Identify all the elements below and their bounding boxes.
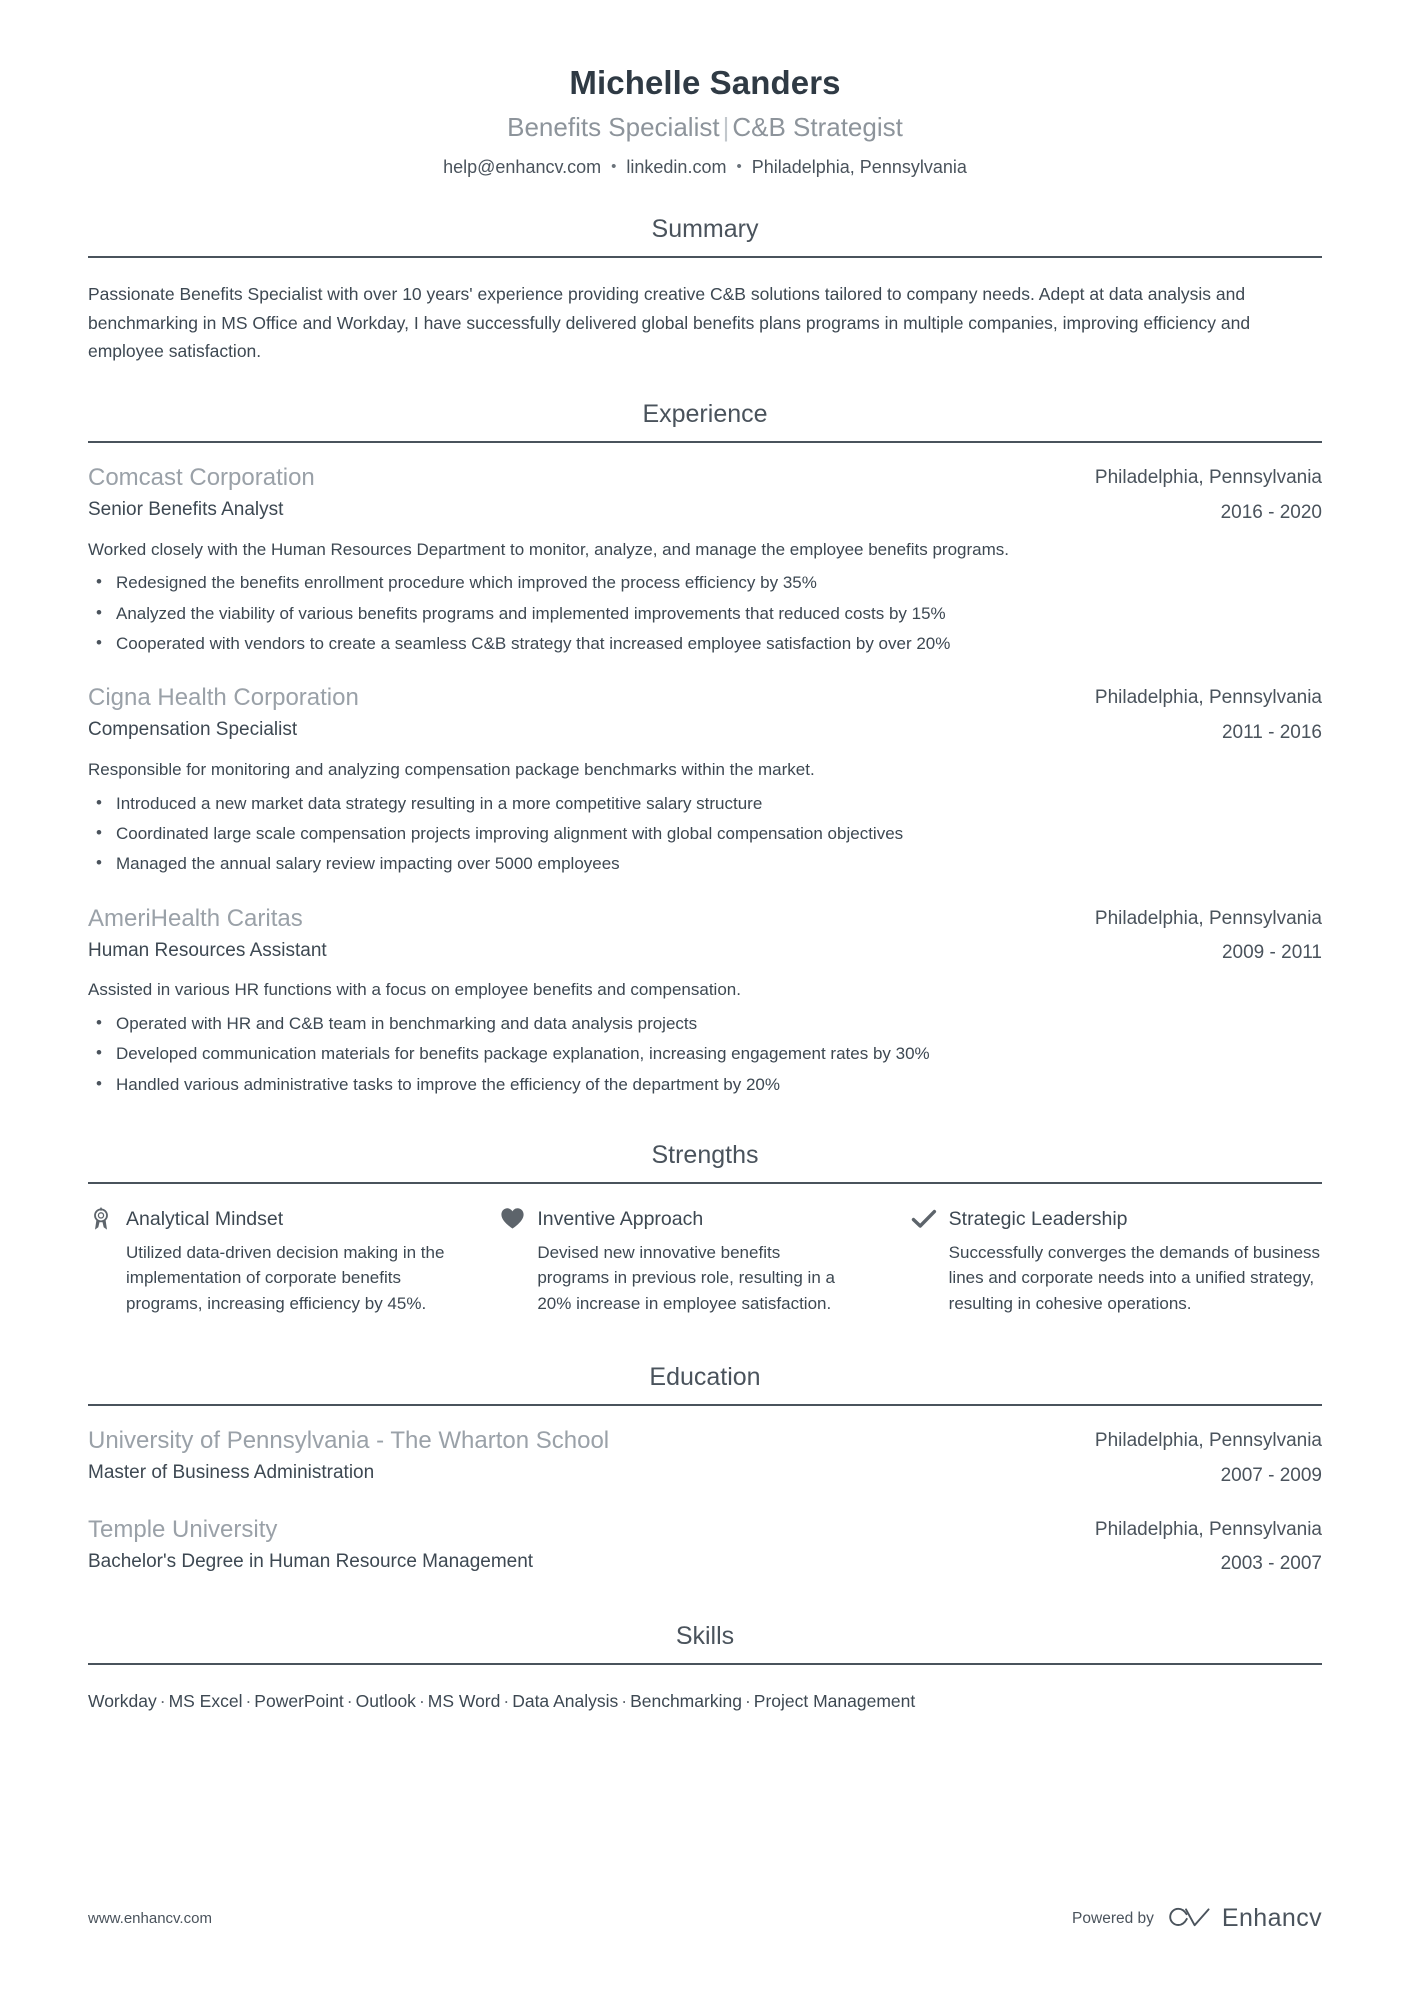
strength-header <box>499 1206 856 1232</box>
contact-email[interactable]: help@enhancv.com <box>443 157 602 178</box>
experience-location: Philadelphia, Pennsylvania <box>1094 907 1322 929</box>
skill-item: Project Management <box>753 1690 916 1711</box>
headline-secondary: C&B Strategist <box>732 112 903 143</box>
contact-separator-2: • <box>736 158 742 176</box>
strength-item <box>911 1206 1322 1317</box>
education-entry-meta <box>1095 1515 1322 1577</box>
experience-entry <box>88 463 1322 657</box>
strength-header <box>911 1206 1322 1232</box>
strength-title: Inventive Approach <box>537 1207 704 1230</box>
strength-title: Analytical Mindset <box>126 1207 284 1230</box>
strengths-grid <box>88 1206 1322 1317</box>
education-entry-main <box>88 1426 1095 1486</box>
headline-divider: | <box>722 112 730 143</box>
enhancv-brand-name: Enhancv <box>1221 1904 1322 1932</box>
skill-item: Outlook <box>355 1690 416 1711</box>
experience-location: Philadelphia, Pennsylvania <box>1094 687 1322 709</box>
checkmark-icon <box>911 1206 937 1232</box>
experience-entry-main <box>88 904 1095 1098</box>
experience-bullet-list <box>88 1011 1071 1098</box>
strength-header <box>88 1206 445 1232</box>
education-degree: Master of Business Administration <box>88 1462 375 1484</box>
experience-bullet: • Cooperated with vendors to create a seamless C&B strategy that increased employee satisfaction by over 20% <box>88 631 1071 657</box>
experience-entry <box>88 683 1322 877</box>
strength-description: Devised new innovative benefits programs in previous role, resulting in a 20% increase in employee satisfaction. <box>537 1242 835 1313</box>
skill-item: MS Excel <box>168 1690 243 1711</box>
section-summary <box>88 214 1322 365</box>
skill-separator: · <box>159 1690 166 1711</box>
section-rule-strengths <box>88 1182 1322 1184</box>
experience-bullet-list <box>88 791 1071 878</box>
experience-bullet: • Managed the annual salary review impacting over 5000 employees <box>88 851 1071 877</box>
experience-bullet: • Introduced a new market data strategy resulting in a more competitive salary structure <box>88 791 1071 817</box>
education-entry <box>88 1515 1322 1577</box>
skill-separator: · <box>245 1690 252 1711</box>
section-title-experience: Experience <box>642 400 768 429</box>
experience-entry-main <box>88 683 1095 877</box>
strength-item <box>499 1206 910 1317</box>
experience-location: Philadelphia, Pennsylvania <box>1094 467 1322 489</box>
education-dates: 2003 - 2007 <box>1220 1553 1322 1575</box>
experience-company: Comcast Corporation <box>88 464 315 492</box>
experience-dates: 2009 - 2011 <box>1221 942 1322 964</box>
experience-bullet-list <box>88 570 1071 657</box>
experience-dates: 2016 - 2020 <box>1220 501 1322 523</box>
heart-icon <box>499 1206 525 1232</box>
skill-separator: · <box>346 1690 353 1711</box>
section-title-education: Education <box>649 1363 761 1392</box>
skill-separator: · <box>503 1690 510 1711</box>
skill-separator: · <box>418 1690 425 1711</box>
section-title-summary: Summary <box>651 215 759 244</box>
experience-description: Assisted in various HR functions with a focus on employee benefits and compensation. <box>88 980 741 1000</box>
experience-bullet: • Developed communication materials for benefits package explanation, increasing engagement rates by 30% <box>88 1041 1071 1067</box>
education-entry <box>88 1426 1322 1488</box>
section-strengths <box>88 1140 1322 1317</box>
powered-by-label: Powered by <box>1072 1909 1154 1927</box>
footer-branding <box>1072 1904 1322 1933</box>
experience-role: Senior Benefits Analyst <box>88 499 284 521</box>
education-entry-meta <box>1095 1426 1322 1488</box>
section-experience <box>88 399 1322 1098</box>
experience-entry-meta <box>1095 463 1322 525</box>
skill-item: Benchmarking <box>630 1690 742 1711</box>
contact-linkedin[interactable]: linkedin.com <box>626 157 727 178</box>
section-rule-experience <box>88 441 1322 443</box>
section-rule-summary <box>88 256 1322 258</box>
section-education <box>88 1362 1322 1577</box>
experience-role: Human Resources Assistant <box>88 939 327 961</box>
skill-item: MS Word <box>427 1690 501 1711</box>
section-title-strengths: Strengths <box>651 1140 759 1169</box>
footer-website-url[interactable]: www.enhancv.com <box>88 1910 212 1927</box>
section-title-skills: Skills <box>675 1621 735 1650</box>
contact-location: Philadelphia, Pennsylvania <box>751 157 967 178</box>
strength-item <box>88 1206 499 1317</box>
skill-item: Workday <box>88 1690 157 1711</box>
experience-entry-meta <box>1095 683 1322 745</box>
education-location: Philadelphia, Pennsylvania <box>1094 1518 1322 1540</box>
strength-title: Strategic Leadership <box>948 1207 1128 1230</box>
strength-description: Successfully converges the demands of business lines and corporate needs into a unified strategy, resulting in cohesive operations. <box>948 1242 1321 1313</box>
resume-header <box>88 52 1322 180</box>
section-rule-education <box>88 1404 1322 1406</box>
contact-separator-1: • <box>611 158 617 176</box>
skill-item: PowerPoint <box>254 1690 344 1711</box>
candidate-name: Michelle Sanders <box>569 64 841 101</box>
enhancv-logo <box>1168 1904 1322 1933</box>
experience-description: Responsible for monitoring and analyzing compensation package benchmarks within the market. <box>88 760 815 780</box>
experience-entry-main <box>88 463 1095 657</box>
experience-company: Cigna Health Corporation <box>88 684 359 712</box>
contact-line <box>88 155 1322 180</box>
section-skills <box>88 1621 1322 1715</box>
skill-item: Data Analysis <box>512 1690 619 1711</box>
headline-primary: Benefits Specialist <box>507 112 720 143</box>
summary-paragraph: Passionate Benefits Specialist with over 10 years' experience providing creative C&B solutions tailored to company needs. Adept at data analysis and benchmarking in MS Office and Workday, I have successfully delivered global benefits plans programs in multiple companies, improving efficiency and employee satisfaction. <box>88 284 1251 361</box>
experience-bullet: • Redesigned the benefits enrollment procedure which improved the process efficiency by 35% <box>88 570 1071 596</box>
candidate-headline <box>88 111 1322 145</box>
strength-description: Utilized data-driven decision making in the implementation of corporate benefits programs, increasing efficiency by 45%. <box>126 1242 445 1313</box>
experience-bullet: • Analyzed the viability of various benefits programs and implemented improvements that reduced costs by 15% <box>88 601 1071 627</box>
experience-entry-meta <box>1095 904 1322 966</box>
skills-list <box>88 1687 1322 1715</box>
section-rule-skills <box>88 1663 1322 1665</box>
experience-description: Worked closely with the Human Resources Department to monitor, analyze, and manage the employee benefits programs. <box>88 539 1009 559</box>
education-location: Philadelphia, Pennsylvania <box>1094 1430 1322 1452</box>
experience-entry <box>88 904 1322 1098</box>
experience-dates: 2011 - 2016 <box>1221 722 1322 744</box>
experience-company: AmeriHealth Caritas <box>88 904 303 932</box>
resume-footer <box>88 1904 1322 1933</box>
skill-separator: · <box>621 1690 628 1711</box>
award-ribbon-icon <box>88 1206 114 1232</box>
experience-bullet: • Coordinated large scale compensation projects improving alignment with global compensation objectives <box>88 821 1071 847</box>
skill-separator: · <box>744 1690 751 1711</box>
education-degree: Bachelor's Degree in Human Resource Management <box>88 1550 534 1572</box>
experience-bullet: • Operated with HR and C&B team in benchmarking and data analysis projects <box>88 1011 1071 1037</box>
experience-role: Compensation Specialist <box>88 719 298 741</box>
experience-bullet: • Handled various administrative tasks to improve the efficiency of the department by 20% <box>88 1072 1071 1098</box>
education-school: Temple University <box>88 1515 278 1543</box>
education-school: University of Pennsylvania - The Wharton School <box>88 1427 610 1455</box>
education-entry-main <box>88 1515 1095 1575</box>
education-dates: 2007 - 2009 <box>1220 1465 1322 1487</box>
